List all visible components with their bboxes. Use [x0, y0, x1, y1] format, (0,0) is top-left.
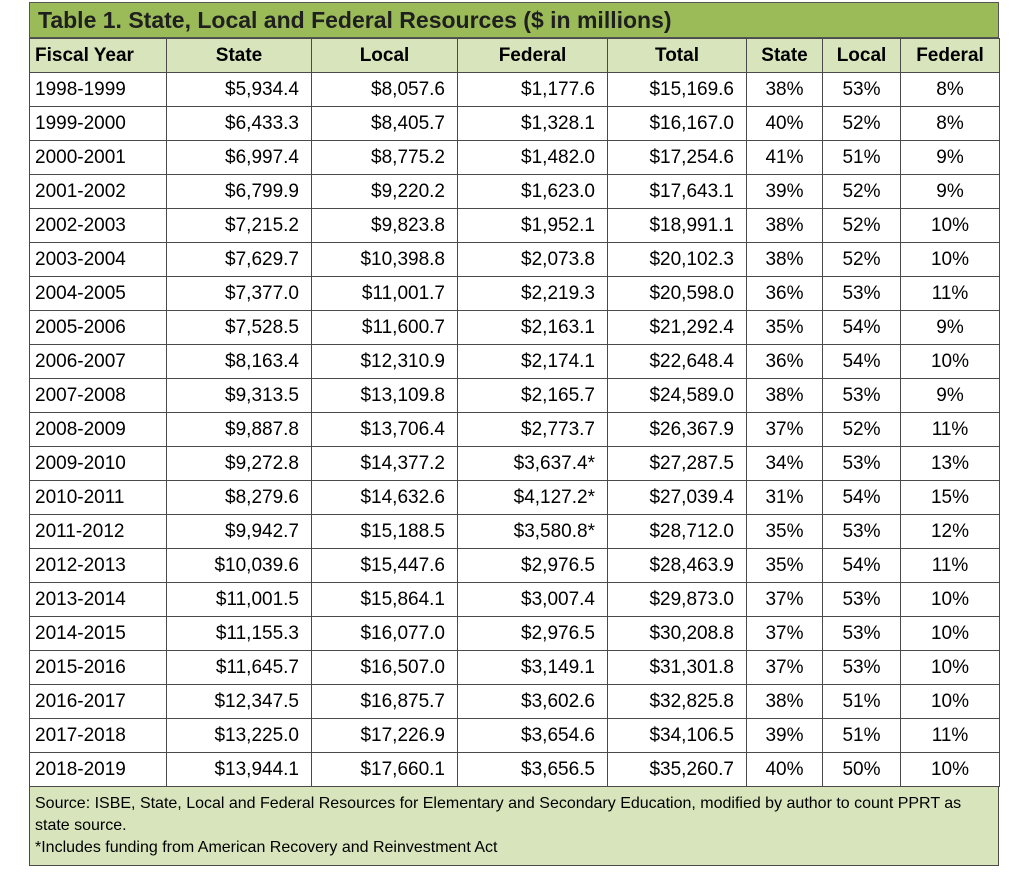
- cell-total-amount: $17,643.1: [608, 175, 747, 209]
- cell-state-amount: $9,313.5: [167, 379, 312, 413]
- cell-state-percent: 38%: [747, 73, 823, 107]
- cell-local-percent: 54%: [823, 549, 901, 583]
- cell-federal-amount: $1,177.6: [458, 73, 608, 107]
- table-row: [30, 243, 1000, 277]
- cell-local-percent: 52%: [823, 107, 901, 141]
- cell-fiscal-year: 2014-2015: [30, 617, 167, 651]
- table-row: [30, 583, 1000, 617]
- cell-federal-amount: $1,623.0: [458, 175, 608, 209]
- cell-local-amount: $15,864.1: [312, 583, 458, 617]
- cell-local-percent: 53%: [823, 447, 901, 481]
- cell-state-amount: $11,155.3: [167, 617, 312, 651]
- cell-federal-percent: 10%: [901, 651, 1000, 685]
- table-row: [30, 719, 1000, 753]
- cell-local-amount: $17,660.1: [312, 753, 458, 787]
- cell-total-amount: $32,825.8: [608, 685, 747, 719]
- cell-state-amount: $7,629.7: [167, 243, 312, 277]
- cell-fiscal-year: 2016-2017: [30, 685, 167, 719]
- cell-fiscal-year: 2011-2012: [30, 515, 167, 549]
- cell-total-amount: $28,463.9: [608, 549, 747, 583]
- footnote: *Includes funding from American Recovery and Reinvestment Act: [35, 839, 498, 856]
- table-title: Table 1. State, Local and Federal Resources ($ in millions): [29, 2, 999, 38]
- cell-local-percent: 53%: [823, 73, 901, 107]
- cell-total-amount: $15,169.6: [608, 73, 747, 107]
- cell-state-percent: 38%: [747, 685, 823, 719]
- cell-total-amount: $20,598.0: [608, 277, 747, 311]
- cell-federal-percent: 9%: [901, 175, 1000, 209]
- cell-federal-amount: $2,219.3: [458, 277, 608, 311]
- cell-fiscal-year: 2005-2006: [30, 311, 167, 345]
- cell-local-amount: $12,310.9: [312, 345, 458, 379]
- header-state-amount: State: [167, 39, 312, 73]
- resources-table: [29, 38, 1000, 787]
- cell-fiscal-year: 1999-2000: [30, 107, 167, 141]
- cell-state-amount: $5,934.4: [167, 73, 312, 107]
- cell-state-amount: $10,039.6: [167, 549, 312, 583]
- cell-local-amount: $9,220.2: [312, 175, 458, 209]
- cell-federal-amount: $1,952.1: [458, 209, 608, 243]
- cell-state-amount: $9,942.7: [167, 515, 312, 549]
- cell-state-percent: 38%: [747, 243, 823, 277]
- cell-state-percent: 36%: [747, 345, 823, 379]
- cell-local-percent: 52%: [823, 209, 901, 243]
- resources-table-container: [29, 2, 999, 866]
- cell-local-amount: $16,077.0: [312, 617, 458, 651]
- cell-federal-amount: $3,656.5: [458, 753, 608, 787]
- cell-total-amount: $35,260.7: [608, 753, 747, 787]
- header-local-percent: Local: [823, 39, 901, 73]
- cell-fiscal-year: 1998-1999: [30, 73, 167, 107]
- cell-local-percent: 54%: [823, 345, 901, 379]
- cell-federal-amount: $3,149.1: [458, 651, 608, 685]
- cell-fiscal-year: 2010-2011: [30, 481, 167, 515]
- cell-local-percent: 52%: [823, 243, 901, 277]
- cell-federal-percent: 12%: [901, 515, 1000, 549]
- cell-local-amount: $17,226.9: [312, 719, 458, 753]
- table-row: [30, 277, 1000, 311]
- header-row: [30, 39, 1000, 73]
- cell-local-amount: $9,823.8: [312, 209, 458, 243]
- cell-state-percent: 34%: [747, 447, 823, 481]
- cell-state-percent: 38%: [747, 379, 823, 413]
- cell-local-percent: 51%: [823, 719, 901, 753]
- cell-fiscal-year: 2008-2009: [30, 413, 167, 447]
- table-row: [30, 549, 1000, 583]
- cell-local-percent: 54%: [823, 311, 901, 345]
- cell-federal-amount: $2,163.1: [458, 311, 608, 345]
- cell-total-amount: $22,648.4: [608, 345, 747, 379]
- cell-state-amount: $12,347.5: [167, 685, 312, 719]
- cell-total-amount: $30,208.8: [608, 617, 747, 651]
- cell-local-amount: $8,057.6: [312, 73, 458, 107]
- cell-local-percent: 53%: [823, 651, 901, 685]
- cell-local-percent: 53%: [823, 617, 901, 651]
- header-federal-percent: Federal: [901, 39, 1000, 73]
- table-row: [30, 413, 1000, 447]
- cell-total-amount: $27,039.4: [608, 481, 747, 515]
- cell-state-amount: $7,215.2: [167, 209, 312, 243]
- cell-federal-percent: 9%: [901, 141, 1000, 175]
- cell-federal-percent: 9%: [901, 311, 1000, 345]
- header-federal-amount: Federal: [458, 39, 608, 73]
- header-local-amount: Local: [312, 39, 458, 73]
- cell-federal-amount: $3,602.6: [458, 685, 608, 719]
- cell-local-amount: $16,875.7: [312, 685, 458, 719]
- cell-local-amount: $8,775.2: [312, 141, 458, 175]
- cell-local-amount: $10,398.8: [312, 243, 458, 277]
- cell-federal-amount: $4,127.2*: [458, 481, 608, 515]
- cell-federal-amount: $2,073.8: [458, 243, 608, 277]
- cell-local-amount: $14,377.2: [312, 447, 458, 481]
- cell-local-percent: 51%: [823, 141, 901, 175]
- cell-state-percent: 39%: [747, 175, 823, 209]
- cell-state-percent: 35%: [747, 549, 823, 583]
- header-state-percent: State: [747, 39, 823, 73]
- cell-local-percent: 53%: [823, 277, 901, 311]
- cell-federal-amount: $2,976.5: [458, 617, 608, 651]
- table-row: [30, 209, 1000, 243]
- cell-local-percent: 50%: [823, 753, 901, 787]
- cell-total-amount: $21,292.4: [608, 311, 747, 345]
- cell-fiscal-year: 2004-2005: [30, 277, 167, 311]
- cell-federal-amount: $3,007.4: [458, 583, 608, 617]
- cell-state-amount: $9,887.8: [167, 413, 312, 447]
- cell-total-amount: $16,167.0: [608, 107, 747, 141]
- cell-federal-percent: 11%: [901, 719, 1000, 753]
- cell-federal-percent: 10%: [901, 685, 1000, 719]
- cell-total-amount: $17,254.6: [608, 141, 747, 175]
- cell-state-percent: 40%: [747, 107, 823, 141]
- cell-local-percent: 53%: [823, 583, 901, 617]
- source-note: Source: ISBE, State, Local and Federal Resources for Elementary and Secondary Education, modified by author to count PPRT as state source.: [35, 795, 962, 834]
- cell-state-amount: $7,528.5: [167, 311, 312, 345]
- table-row: [30, 617, 1000, 651]
- cell-federal-percent: 13%: [901, 447, 1000, 481]
- cell-state-percent: 37%: [747, 583, 823, 617]
- cell-state-percent: 39%: [747, 719, 823, 753]
- cell-fiscal-year: 2002-2003: [30, 209, 167, 243]
- cell-federal-percent: 8%: [901, 107, 1000, 141]
- cell-total-amount: $28,712.0: [608, 515, 747, 549]
- cell-fiscal-year: 2017-2018: [30, 719, 167, 753]
- cell-federal-percent: 8%: [901, 73, 1000, 107]
- cell-local-amount: $16,507.0: [312, 651, 458, 685]
- cell-state-percent: 31%: [747, 481, 823, 515]
- cell-federal-amount: $3,637.4*: [458, 447, 608, 481]
- cell-federal-amount: $3,654.6: [458, 719, 608, 753]
- cell-fiscal-year: 2009-2010: [30, 447, 167, 481]
- cell-federal-percent: 9%: [901, 379, 1000, 413]
- cell-local-amount: $13,706.4: [312, 413, 458, 447]
- cell-total-amount: $20,102.3: [608, 243, 747, 277]
- cell-fiscal-year: 2000-2001: [30, 141, 167, 175]
- cell-federal-percent: 11%: [901, 549, 1000, 583]
- cell-state-amount: $6,433.3: [167, 107, 312, 141]
- cell-federal-amount: $2,976.5: [458, 549, 608, 583]
- table-row: [30, 481, 1000, 515]
- cell-state-percent: 35%: [747, 311, 823, 345]
- cell-federal-percent: 10%: [901, 345, 1000, 379]
- cell-federal-amount: $1,482.0: [458, 141, 608, 175]
- cell-fiscal-year: 2007-2008: [30, 379, 167, 413]
- cell-federal-amount: $2,165.7: [458, 379, 608, 413]
- cell-federal-percent: 11%: [901, 413, 1000, 447]
- cell-fiscal-year: 2013-2014: [30, 583, 167, 617]
- cell-federal-percent: 10%: [901, 583, 1000, 617]
- cell-local-amount: $15,447.6: [312, 549, 458, 583]
- cell-state-amount: $11,001.5: [167, 583, 312, 617]
- cell-local-amount: $11,001.7: [312, 277, 458, 311]
- table-row: [30, 345, 1000, 379]
- cell-state-percent: 37%: [747, 651, 823, 685]
- cell-local-percent: 54%: [823, 481, 901, 515]
- cell-state-percent: 36%: [747, 277, 823, 311]
- header-total-amount: Total: [608, 39, 747, 73]
- cell-state-amount: $8,163.4: [167, 345, 312, 379]
- table-body: [30, 73, 1000, 787]
- cell-state-amount: $13,225.0: [167, 719, 312, 753]
- cell-state-amount: $7,377.0: [167, 277, 312, 311]
- cell-federal-amount: $2,773.7: [458, 413, 608, 447]
- cell-fiscal-year: 2012-2013: [30, 549, 167, 583]
- cell-total-amount: $18,991.1: [608, 209, 747, 243]
- cell-local-amount: $14,632.6: [312, 481, 458, 515]
- table-row: [30, 685, 1000, 719]
- cell-state-percent: 38%: [747, 209, 823, 243]
- table-row: [30, 73, 1000, 107]
- cell-total-amount: $34,106.5: [608, 719, 747, 753]
- cell-state-amount: $8,279.6: [167, 481, 312, 515]
- cell-fiscal-year: 2003-2004: [30, 243, 167, 277]
- table-row: [30, 107, 1000, 141]
- cell-federal-percent: 10%: [901, 243, 1000, 277]
- cell-federal-amount: $2,174.1: [458, 345, 608, 379]
- cell-state-percent: 41%: [747, 141, 823, 175]
- cell-state-amount: $9,272.8: [167, 447, 312, 481]
- table-notes: [29, 787, 999, 866]
- cell-federal-amount: $1,328.1: [458, 107, 608, 141]
- cell-local-percent: 53%: [823, 515, 901, 549]
- cell-local-amount: $13,109.8: [312, 379, 458, 413]
- cell-state-amount: $6,997.4: [167, 141, 312, 175]
- cell-fiscal-year: 2001-2002: [30, 175, 167, 209]
- cell-local-percent: 52%: [823, 175, 901, 209]
- cell-total-amount: $27,287.5: [608, 447, 747, 481]
- table-row: [30, 311, 1000, 345]
- cell-federal-amount: $3,580.8*: [458, 515, 608, 549]
- table-row: [30, 651, 1000, 685]
- cell-fiscal-year: 2015-2016: [30, 651, 167, 685]
- cell-total-amount: $31,301.8: [608, 651, 747, 685]
- cell-federal-percent: 10%: [901, 209, 1000, 243]
- cell-state-percent: 40%: [747, 753, 823, 787]
- cell-local-percent: 53%: [823, 379, 901, 413]
- cell-total-amount: $26,367.9: [608, 413, 747, 447]
- header-fiscal-year: Fiscal Year: [30, 39, 167, 73]
- table-row: [30, 175, 1000, 209]
- table-row: [30, 515, 1000, 549]
- cell-federal-percent: 10%: [901, 617, 1000, 651]
- table-row: [30, 447, 1000, 481]
- cell-state-amount: $11,645.7: [167, 651, 312, 685]
- table-row: [30, 379, 1000, 413]
- cell-state-amount: $6,799.9: [167, 175, 312, 209]
- cell-local-amount: $8,405.7: [312, 107, 458, 141]
- cell-local-percent: 51%: [823, 685, 901, 719]
- cell-local-percent: 52%: [823, 413, 901, 447]
- cell-total-amount: $24,589.0: [608, 379, 747, 413]
- cell-state-amount: $13,944.1: [167, 753, 312, 787]
- cell-local-amount: $11,600.7: [312, 311, 458, 345]
- cell-federal-percent: 15%: [901, 481, 1000, 515]
- cell-state-percent: 35%: [747, 515, 823, 549]
- cell-federal-percent: 11%: [901, 277, 1000, 311]
- cell-state-percent: 37%: [747, 413, 823, 447]
- cell-state-percent: 37%: [747, 617, 823, 651]
- cell-local-amount: $15,188.5: [312, 515, 458, 549]
- cell-fiscal-year: 2018-2019: [30, 753, 167, 787]
- cell-fiscal-year: 2006-2007: [30, 345, 167, 379]
- cell-total-amount: $29,873.0: [608, 583, 747, 617]
- table-row: [30, 141, 1000, 175]
- cell-federal-percent: 10%: [901, 753, 1000, 787]
- table-row: [30, 753, 1000, 787]
